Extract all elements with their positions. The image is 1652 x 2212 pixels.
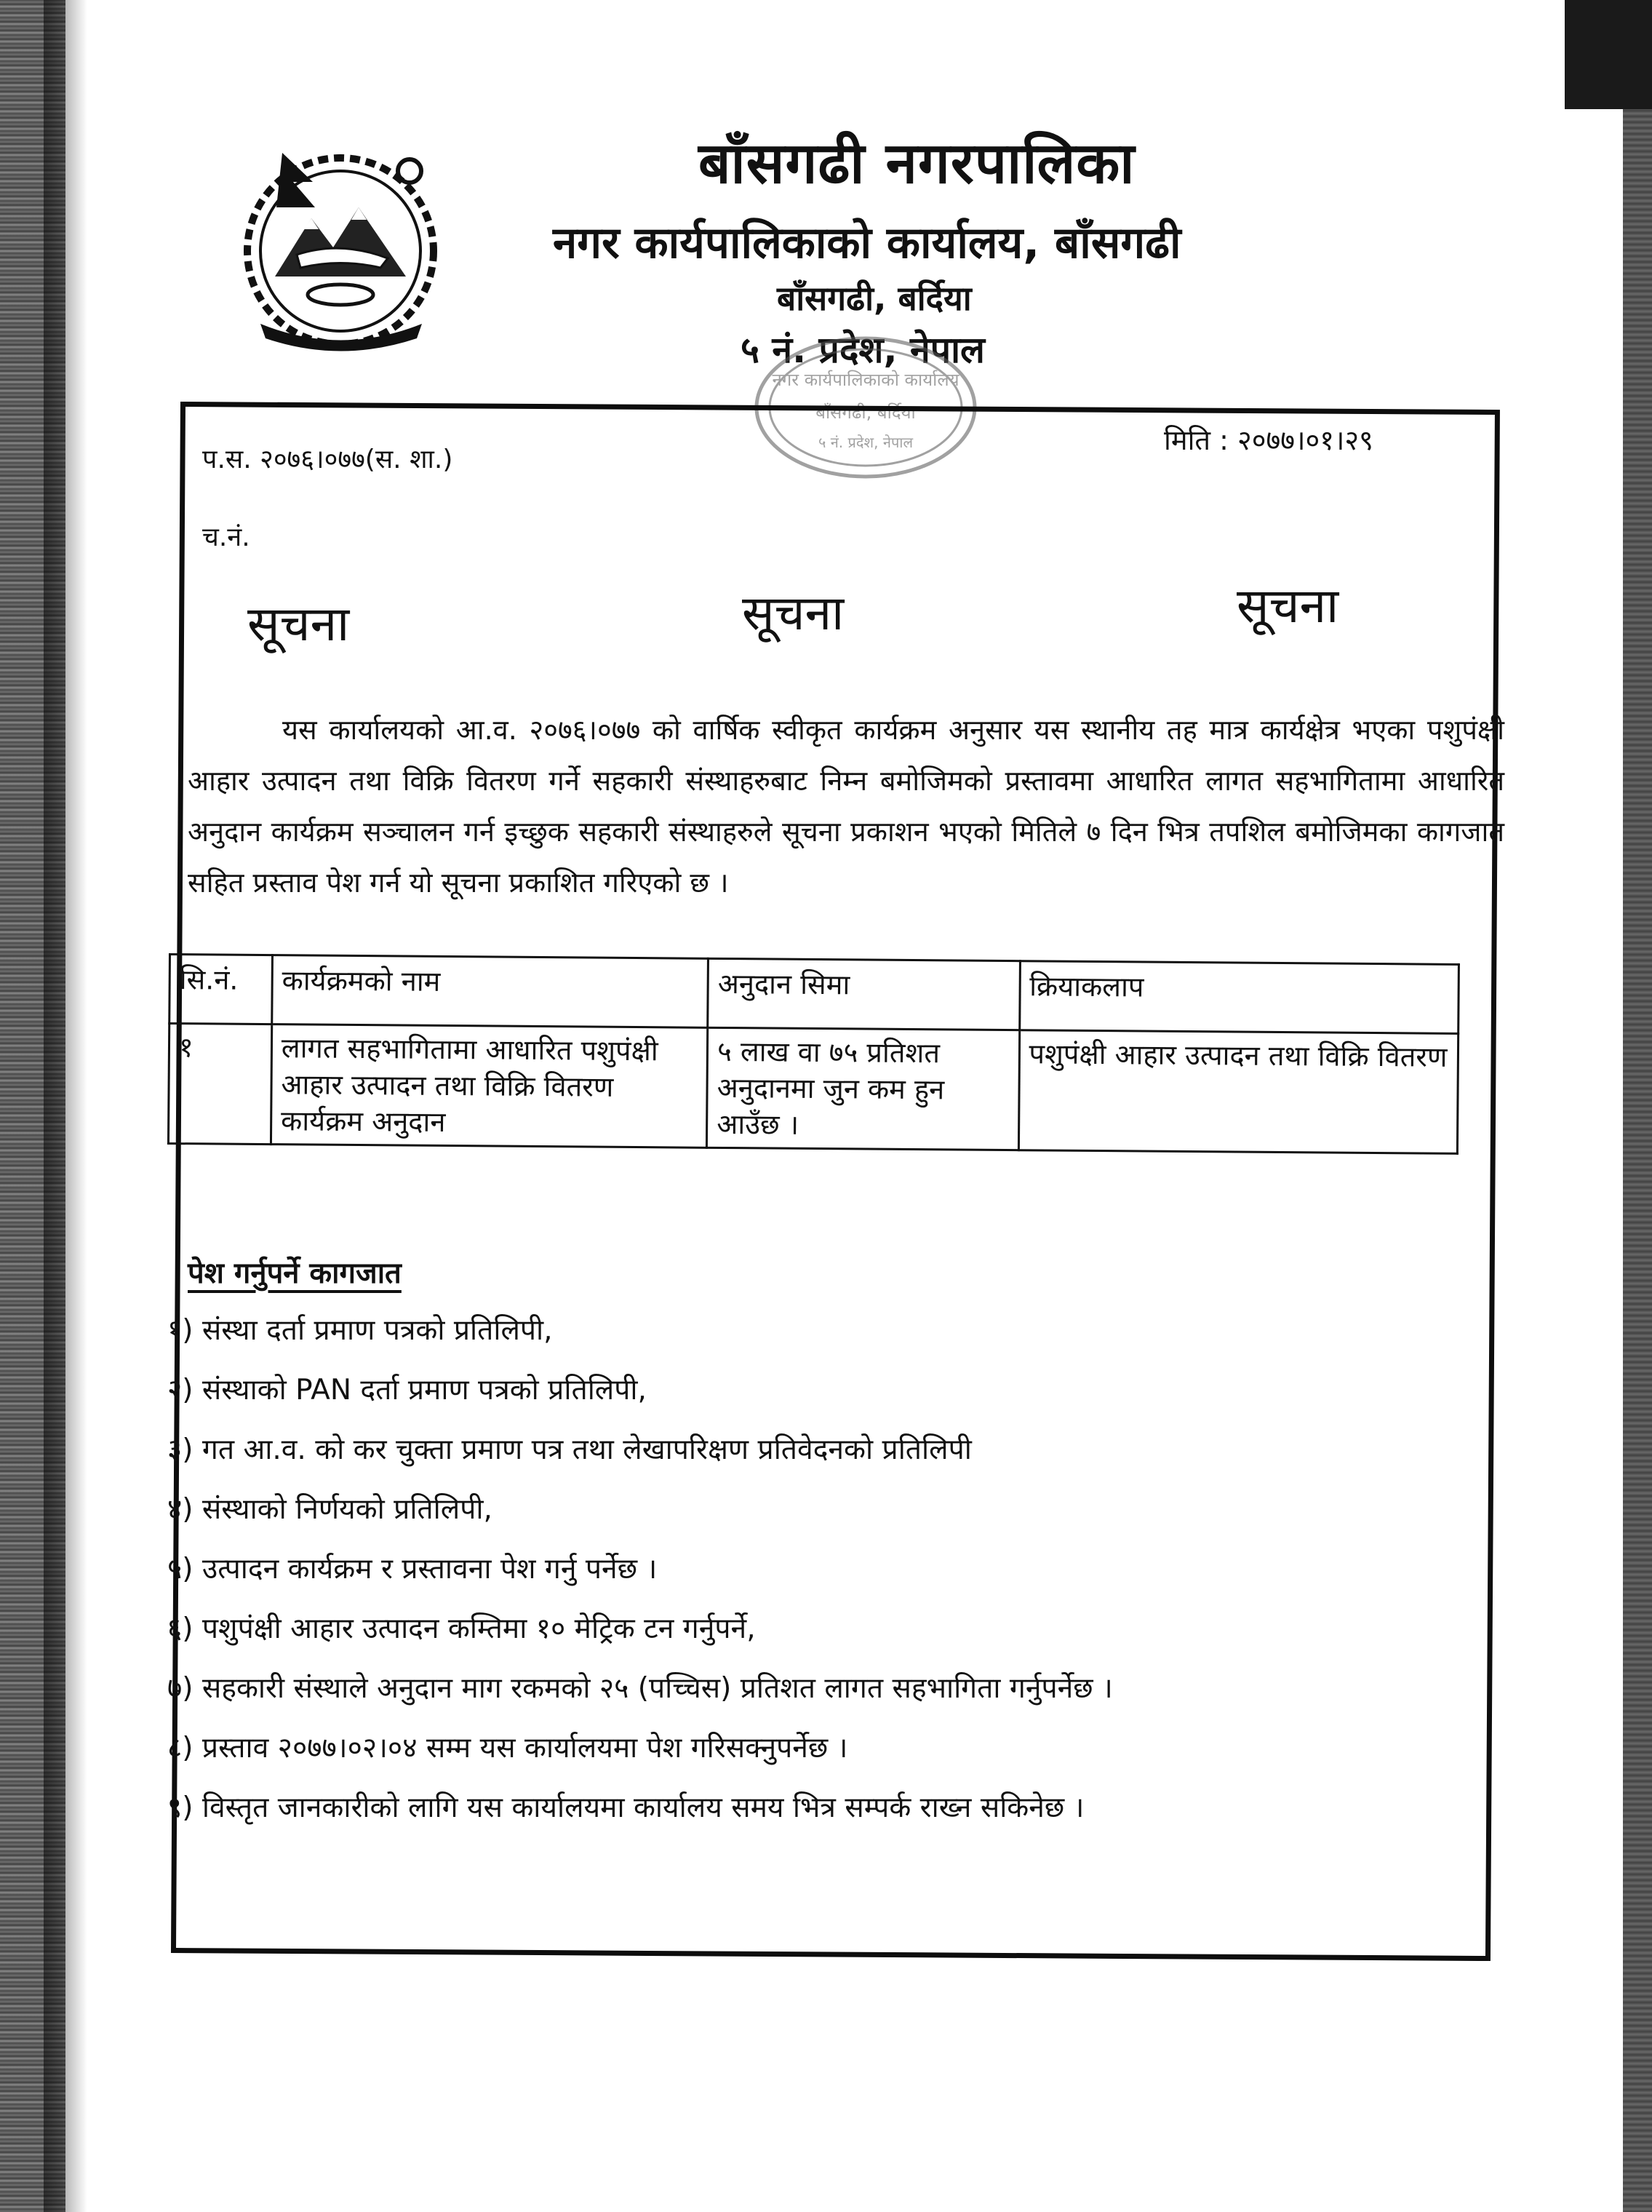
notice-body: यस कार्यालयको आ.व. २०७६।०७७ को वार्षिक स्वीकृत कार्यक्रम अनुसार यस स्थानीय तह मात्र कार्यक्षेत्र भएका पशुपंक्षी आहार उत्पादन तथा विक्रि वितरण गर्ने सहकारी संस्थाहरुबाट निम्न बमोजिमको प्रस्तावमा आधारित लागत सहभागितामा आधारित अनुदान कार्यक्रम सञ्चालन गर्न इच्छुक सहकारी संस्थाहरुले सूचना प्रकाशन भएको मितिले ७ दिन भित्र तपशिल बमोजिमका कागजात सहित प्रस्ताव पेश गर्न यो सूचना प्रकाशित गरिएको छ । [188,714,1504,899]
stamp-text-1: नगर कार्यपालिकाको कार्यालय [772,370,959,390]
municipality-title: बाँसगढी नगरपालिका [698,131,1136,196]
list-item: ७) सहकारी संस्थाले अनुदान माग रकमको २५ (पच्चिस) प्रतिशत लागत सहभागिता गर्नुपर्नेछ । [167,1672,1113,1705]
cell-grant-limit: ५ लाख वा ७५ प्रतिशत अनुदानमा जुन कम हुन आउँछ । [707,1027,1020,1150]
list-item: ८) प्रस्ताव २०७७।०२।०४ सम्म यस कार्यालयमा पेश गरिसक्नुपर्नेछ । [167,1732,848,1765]
list-item: ६) पशुपंक्षी आहार उत्पादन कम्तिमा १० मेट्रिक टन गर्नुपर्ने, [167,1612,756,1645]
list-item: ३) गत आ.व. को कर चुक्ता प्रमाण पत्र तथा लेखापरिक्षण प्रतिवेदनको प्रतिलिपी [167,1433,972,1466]
list-item: ४) संस्थाको निर्णयको प्रतिलिपी, [167,1493,492,1526]
column-header-grant-limit: अनुदान सिमा [708,958,1020,1030]
dispatch-number: च.नं. [202,522,250,552]
stamp-text-2: बाँसगढी, बर्दिया [815,402,916,423]
documents-title: पेश गर्नुपर्ने कागजात [188,1257,402,1290]
government-emblem-icon [231,138,457,357]
list-item: २) संस्थाको PAN दर्ता प्रमाण पत्रको प्रतिलिपी, [167,1374,647,1407]
documents-list [167,1310,1499,1847]
list-item: १) संस्था दर्ता प्रमाण पत्रको प्रतिलिपी, [167,1314,553,1347]
scan-edge-right [1623,0,1652,2212]
cell-sn: १ [168,1024,271,1145]
reference-number: प.स. २०७६।०७७(स. शा.) [202,445,453,474]
table-header-row [169,955,1459,1034]
column-header-program-name: कार्यक्रमको नाम [272,955,709,1028]
scan-edge-shadow [44,0,87,2212]
notice-heading: सूचना [742,585,845,641]
notice-heading: सूचना [247,596,350,652]
scan-corner [1565,0,1652,109]
notice-date: मिति : २०७७।०१।२९ [1164,424,1373,456]
province-line: ५ नं. प्रदेश, नेपाल [741,329,985,371]
table-row [168,1024,1458,1154]
stamp-text-3: ५ नं. प्रदेश, नेपाल [818,434,914,451]
cell-activity: पशुपंक्षी आहार उत्पादन तथा विक्रि वितरण [1018,1030,1459,1154]
program-table [167,953,1460,1155]
list-item: ९) विस्तृत जानकारीको लागि यस कार्यालयमा कार्यालय समय भित्र सम्पर्क राख्न सकिनेछ । [167,1791,1085,1824]
notice-heading: सूचना [1237,578,1339,634]
list-item: ५) उत्पादन कार्यक्रम र प्रस्तावना पेश गर्नु पर्नेछ । [167,1553,658,1586]
column-header-sn: सि.नं. [169,955,273,1025]
column-header-activity: क्रियाकलाप [1019,961,1459,1034]
office-name: नगर कार्यपालिकाको कार्यालय, बाँसगढी [553,218,1181,268]
district-line: बाँसगढी, बर्दिया [777,279,972,318]
cell-program-name: लागत सहभागितामा आधारित पशुपंक्षी आहार उत्पादन तथा विक्रि वितरण कार्यक्रम अनुदान [271,1025,708,1148]
